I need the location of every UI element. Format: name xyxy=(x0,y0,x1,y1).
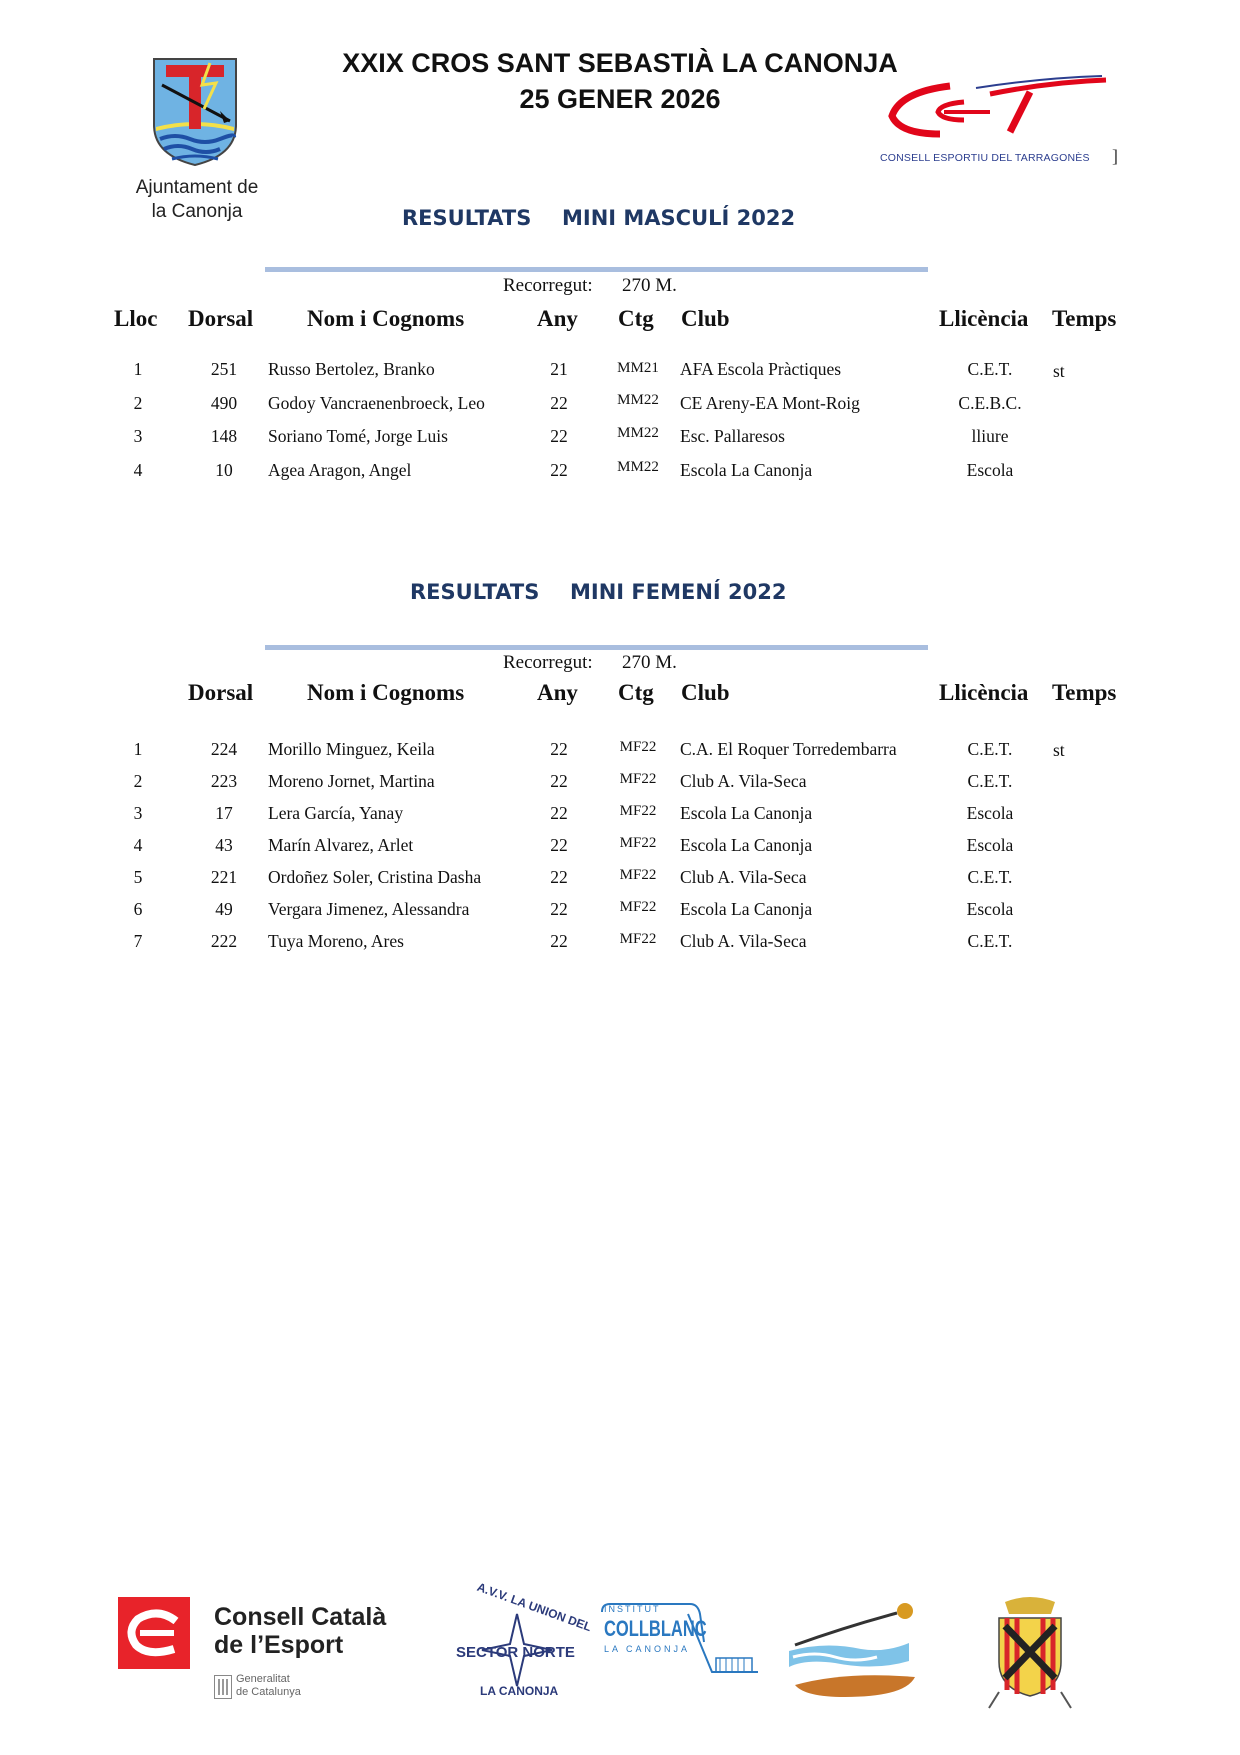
cell-lloc: 2 xyxy=(133,771,143,791)
generalitat-line2: de Catalunya xyxy=(236,1686,301,1698)
fem-col-any: Any xyxy=(537,680,578,705)
cell-any: 22 xyxy=(550,803,568,823)
cell-ctg: MM22 xyxy=(617,425,659,441)
cell-ctg: MM22 xyxy=(617,459,659,475)
cell-dorsal: 251 xyxy=(210,359,238,379)
masc-col-nom: Nom i Cognoms xyxy=(307,306,465,331)
cell-nom: Moreno Jornet, Martina xyxy=(268,771,435,791)
cell-any: 22 xyxy=(550,867,568,887)
masc-recorregut-value: 270 M. xyxy=(622,275,677,296)
fem-section-category: MINI FEMENÍ 2022 xyxy=(570,580,787,604)
ajuntament-line2: la Canonja xyxy=(151,201,243,222)
bracket-mark: ] xyxy=(1112,146,1118,166)
cell-lloc: 6 xyxy=(133,899,143,919)
cell-nom: Morillo Minguez, Keila xyxy=(268,739,435,759)
ccesport-logo xyxy=(118,1597,418,1707)
institut-collblanc-logo xyxy=(600,1602,770,1682)
cell-llicencia: C.E.B.C. xyxy=(958,393,1022,413)
cell-club: Escola La Canonja xyxy=(680,899,813,919)
ccesport-mark-icon xyxy=(118,1597,190,1669)
cell-dorsal: 222 xyxy=(210,931,238,951)
aavv-canonja-text: LA CANONJA xyxy=(480,1684,559,1698)
cell-nom: Marín Alvarez, Arlet xyxy=(268,835,414,855)
ajuntament-shield-logo xyxy=(150,55,240,167)
masc-col-ctg: Ctg xyxy=(618,306,654,331)
generalitat-line1: Generalitat xyxy=(236,1673,290,1685)
ajuntament-line1: Ajuntament de xyxy=(135,177,259,198)
event-title: XXIX CROS SANT SEBASTIÀ LA CANONJA xyxy=(342,48,898,78)
cell-temps: st xyxy=(1053,361,1065,381)
generalitat-icon xyxy=(214,1675,232,1699)
masc-recorregut-label: Recorregut: xyxy=(503,275,593,296)
pilota-valenciana-logo xyxy=(785,1597,935,1707)
cell-nom: Godoy Vancraenenbroeck, Leo xyxy=(268,393,485,413)
fem-col-ctg: Ctg xyxy=(618,680,654,705)
cell-club: Escola La Canonja xyxy=(680,835,813,855)
generalitat-text xyxy=(236,1673,301,1699)
cell-dorsal: 223 xyxy=(210,771,238,791)
fem-col-nom: Nom i Cognoms xyxy=(307,680,465,705)
cell-dorsal: 10 xyxy=(215,460,233,480)
cell-dorsal: 224 xyxy=(210,739,238,759)
la-canonja-coat-of-arms xyxy=(985,1592,1075,1712)
cell-ctg: MF22 xyxy=(619,867,657,883)
cell-lloc: 7 xyxy=(133,931,143,951)
cell-lloc: 1 xyxy=(133,359,143,379)
cell-dorsal: 17 xyxy=(215,803,233,823)
cell-dorsal: 490 xyxy=(210,393,238,413)
cell-nom: Ordoñez Soler, Cristina Dasha xyxy=(268,867,482,887)
cell-llicencia: C.E.T. xyxy=(967,359,1013,379)
cell-dorsal: 148 xyxy=(210,426,238,446)
cell-club: Club A. Vila-Seca xyxy=(680,771,807,791)
cell-nom: Tuya Moreno, Ares xyxy=(268,931,404,951)
masc-col-any: Any xyxy=(537,306,578,331)
ccesport-line2: de l’Esport xyxy=(214,1631,344,1659)
masc-col-lloc: Lloc xyxy=(114,306,158,331)
masc-col-temps: Temps xyxy=(1052,306,1117,331)
fem-section-label: RESULTATS xyxy=(410,580,540,604)
masc-col-club: Club xyxy=(681,306,730,331)
cell-any: 22 xyxy=(550,426,568,446)
aavv-text: A.V.V. LA UNION DEL xyxy=(475,1579,594,1635)
masc-col-llicencia: Llicència xyxy=(939,306,1029,331)
cell-llicencia: Escola xyxy=(966,803,1014,823)
cell-ctg: MF22 xyxy=(619,931,657,947)
fem-col-club: Club xyxy=(681,680,730,705)
cell-club: Club A. Vila-Seca xyxy=(680,867,807,887)
cell-club: Escola La Canonja xyxy=(680,803,813,823)
masc-col-dorsal: Dorsal xyxy=(188,306,254,331)
cell-lloc: 5 xyxy=(133,867,143,887)
masc-divider xyxy=(265,267,928,272)
cell-nom: Vergara Jimenez, Alessandra xyxy=(268,899,470,919)
fem-col-temps: Temps xyxy=(1052,680,1117,705)
cell-any: 22 xyxy=(550,739,568,759)
cell-llicencia: C.E.T. xyxy=(967,867,1013,887)
cell-llicencia: Escola xyxy=(966,899,1014,919)
fem-divider xyxy=(265,645,928,650)
cell-ctg: MF22 xyxy=(619,771,657,787)
collblanc-text: COLLBLANC xyxy=(604,1616,707,1641)
fem-col-llicencia: Llicència xyxy=(939,680,1029,705)
cell-temps: st xyxy=(1053,740,1065,760)
cell-lloc: 3 xyxy=(133,803,143,823)
cell-club: Esc. Pallaresos xyxy=(680,426,785,446)
sector-norte-text: SECTOR NORTE xyxy=(456,1644,575,1661)
cell-ctg: MF22 xyxy=(619,803,657,819)
cell-any: 22 xyxy=(550,771,568,791)
collblanc-building-icon xyxy=(600,1602,770,1682)
cell-any: 22 xyxy=(550,931,568,951)
cell-nom: Russo Bertolez, Branko xyxy=(268,359,435,379)
cell-any: 22 xyxy=(550,460,568,480)
cell-club: CE Areny-EA Mont-Roig xyxy=(680,393,860,413)
cell-dorsal: 43 xyxy=(215,835,233,855)
cell-ctg: MF22 xyxy=(619,739,657,755)
cell-any: 22 xyxy=(550,899,568,919)
cell-llicencia: Escola xyxy=(966,835,1014,855)
cell-club: AFA Escola Pràctiques xyxy=(680,359,842,379)
ccesport-line1: Consell Català xyxy=(214,1603,387,1631)
cell-any: 21 xyxy=(550,359,568,379)
cet-subtitle: CONSELL ESPORTIU DEL TARRAGONÈS xyxy=(880,152,1090,164)
cell-club: Escola La Canonja xyxy=(680,460,813,480)
cell-any: 22 xyxy=(550,835,568,855)
cell-lloc: 4 xyxy=(133,835,143,855)
cell-lloc: 2 xyxy=(133,393,143,413)
cell-ctg: MF22 xyxy=(619,899,657,915)
cell-nom: Soriano Tomé, Jorge Luis xyxy=(268,426,448,446)
aavv-sector-norte-logo xyxy=(452,1579,594,1712)
event-date: 25 GENER 2026 xyxy=(519,84,721,114)
cell-ctg: MM22 xyxy=(617,392,659,408)
fem-col-dorsal: Dorsal xyxy=(188,680,254,705)
cell-club: C.A. El Roquer Torredembarra xyxy=(680,739,897,759)
collblanc-sub: LA CANONJA xyxy=(604,1644,691,1654)
cell-llicencia: lliure xyxy=(971,426,1009,446)
masc-section-category: MINI MASCULÍ 2022 xyxy=(562,206,796,230)
cell-ctg: MM21 xyxy=(617,360,659,376)
cell-nom: Agea Aragon, Angel xyxy=(268,460,412,480)
cell-lloc: 4 xyxy=(133,460,143,480)
cell-dorsal: 221 xyxy=(210,867,238,887)
cell-any: 22 xyxy=(550,393,568,413)
cell-nom: Lera García, Yanay xyxy=(268,803,404,823)
institut-text: INSTITUT xyxy=(604,1604,661,1614)
cell-lloc: 1 xyxy=(133,739,143,759)
cell-dorsal: 49 xyxy=(215,899,233,919)
ajuntament-caption xyxy=(112,176,282,224)
cell-llicencia: C.E.T. xyxy=(967,739,1013,759)
cell-club: Club A. Vila-Seca xyxy=(680,931,807,951)
cell-llicencia: C.E.T. xyxy=(967,771,1013,791)
cell-lloc: 3 xyxy=(133,426,143,446)
cell-llicencia: Escola xyxy=(966,460,1014,480)
fem-recorregut-value: 270 M. xyxy=(622,652,677,673)
masc-section-label: RESULTATS xyxy=(402,206,532,230)
cet-logo xyxy=(880,72,1120,172)
cell-llicencia: C.E.T. xyxy=(967,931,1013,951)
fem-recorregut-label: Recorregut: xyxy=(503,652,593,673)
cell-ctg: MF22 xyxy=(619,835,657,851)
